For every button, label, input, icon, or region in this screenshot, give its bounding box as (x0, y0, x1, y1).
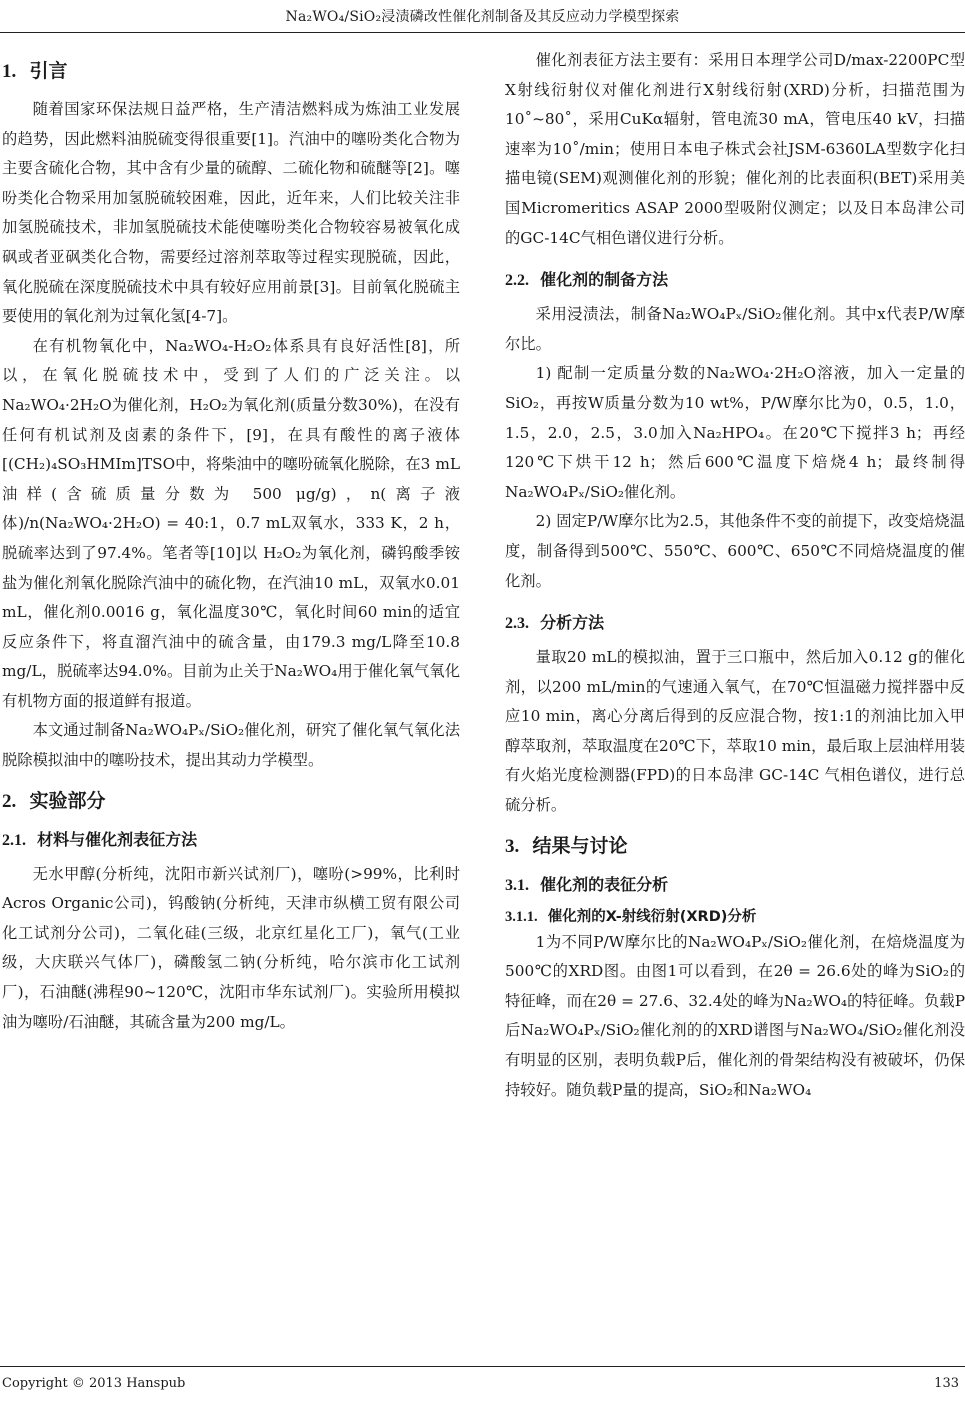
section-1-heading: 1. 引言 (2, 60, 68, 82)
intro-paragraph-1: 随着国家环保法规日益严格，生产清洁燃料成为炼油工业发展的趋势，因此燃料油脱硫变得很重要[1]。汽油中的噻吩类化合物为主要含硫化合物，其中含有少量的硫醇、二硫化物和硫醚等[2]。噻吩类化合物采用加氢脱硫较困难，因此，近年来，人们比较关注非加氢脱硫技术，非加氢脱硫技术能使噻吩类化合物较容易被氧化成砜或者亚砜类化合物，需要经过溶剂萃取等过程实现脱硫，因此，氧化脱硫在深度脱硫技术中具有较好应用前景[3]。目前氧化脱硫主要使用的氧化剂为过氧化氢[4-7]。 (2, 100, 460, 326)
footer-rule (0, 1366, 965, 1367)
header-rule (0, 32, 965, 33)
section-2-2-heading: 2.2. 催化剂的制备方法 (505, 270, 669, 290)
preparation-paragraph: 采用浸渍法，制备Na₂WO₄Pₓ/SiO₂催化剂。其中x代表P/W摩尔比。 (505, 305, 965, 353)
section-2-1-heading: 2.1. 材料与催化剂表征方法 (2, 829, 198, 849)
section-3-heading: 3. 结果与讨论 (505, 834, 628, 857)
analysis-paragraph: 量取20 mL的模拟油，置于三口瓶中，然后加入0.12 g的催化剂，以200 mL/min的气速通入氧气，在70℃恒温磁力搅拌器中反应10 min，离心分离后得到的反应混合物，按1:1的剂油比加入甲醇萃取剂，萃取温度在20℃下，萃取10 min，最后取上层油样用装有火焰光度检测器(FPD)的日本岛津 GC-14C 气相色谱仪，进行总硫分析。 (505, 648, 965, 815)
section-3-1-heading: 3.1. 催化剂的表征分析 (505, 874, 669, 894)
section-3-1-1-heading: 3.1.1. 催化剂的X-射线衍射(XRD)分析 (505, 908, 757, 925)
intro-paragraph-2: 在有机物氧化中，Na₂WO₄-H₂O₂体系具有良好活性[8]，所以，在氧化脱硫技术中，受到了人们的广泛关注。以Na₂WO₄·2H₂O为催化剂，H₂O₂为氧化剂(质量分数30%)，在没有任何有机试剂及卤素的条件下，[9]，在具有酸性的离子液体[(CH₂)₄SO₃HMIm]TSO中，将柴油中的噻吩硫氧化脱除，在3 mL油样(含硫质量分数为 500 μg/g)，n(离子液体)/n(Na₂WO₄·2H₂O) = 40:1，0.7 mL双氧水，333 K，2 h，脱硫率达到了97.4%。笔者等[10]以 H₂O₂为氧化剂，磷钨酸季铵盐为催化剂氧化脱除汽油中的硫化物，在汽油10 mL，双氧水0.01 mL，催化剂0.0016 g，氧化温度30℃，氧化时间60 min的适宜反应条件下，将直溜汽油中的硫含量，由179.3 mg/L降至10.8 mg/L，脱硫率达94.0%。目前为止关于Na₂WO₄用于催化氧气氧化有机物方面的报道鲜有报道。 (2, 336, 460, 710)
characterization-paragraph: 催化剂表征方法主要有：采用日本理学公司D/max-2200PC型X射线衍射仪对催化剂进行X射线衍射(XRD)分析，扫描范围为10˚~80˚，采用CuKα辐射，管电流30 mA，管电压40 kV，扫描速率为10˚/min；使用日本电子株式会社JSM-6360LA型数字化扫描电镜(SEM)观测催化剂的形貌；催化剂的比表面积(BET)采用美国Micromeritics ASAP 2000型吸附仪测定；以及日本岛津公司的GC-14C气相色谱仪进行分析。 (505, 51, 965, 247)
running-header: Na₂WO₄/SiO₂浸渍磷改性催化剂制备及其反应动力学模型探索 (285, 9, 680, 25)
footer-copyright: Copyright © 2013 Hanspub (2, 1376, 186, 1391)
page-number: 133 (934, 1376, 959, 1391)
left-column (2, 46, 460, 1037)
right-column (505, 46, 965, 1105)
section-2-heading: 2. 实验部分 (2, 789, 106, 812)
preparation-step-2: 2) 固定P/W摩尔比为2.5，其他条件不变的前提下，改变焙烧温度，制备得到500℃、550℃、600℃、650℃不同焙烧温度的催化剂。 (505, 512, 965, 590)
section-2-3-heading: 2.3. 分析方法 (505, 613, 605, 633)
xrd-paragraph: 1为不同P/W摩尔比的Na₂WO₄Pₓ/SiO₂催化剂，在焙烧温度为500℃的XRD图。由图1可以看到，在2θ = 26.6处的峰为SiO₂的特征峰，而在2θ = 27.6、32.4处的峰为Na₂WO₄的特征峰。负载P后Na₂WO₄Pₓ/SiO₂催化剂的的XRD谱图与Na₂WO₄/SiO₂催化剂没有明显的区别，表明负载P后，催化剂的骨架结构没有被破坏，仍保持较好。随负载P量的提高，SiO₂和Na₂WO₄ (505, 932, 965, 1099)
preparation-step-1: 1) 配制一定质量分数的Na₂WO₄·2H₂O溶液，加入一定量的SiO₂，再按W质量分数为10 wt%，P/W摩尔比为0，0.5，1.0，1.5，2.0，2.5，3.0加入Na₂HPO₄。在20℃下搅拌3 h；再经120℃下烘干12 h；然后600℃温度下焙烧4 h；最终制得Na₂WO₄Pₓ/SiO₂催化剂。 (505, 364, 965, 501)
materials-paragraph: 无水甲醇(分析纯，沈阳市新兴试剂厂)，噻吩(>99%，比利时Acros Organic公司)，钨酸钠(分析纯，天津市纵横工贸有限公司化工试剂分公司)，二氧化硅(三级，北京红星化工厂)，氧气(工业级，大庆联兴气体厂)，磷酸氢二钠(分析纯，哈尔滨市化工试剂厂)，石油醚(沸程90~120℃，沈阳市华东试剂厂)。实验所用模拟油为噻吩/石油醚，其硫含量为200 mg/L。 (2, 864, 460, 1031)
intro-paragraph-3: 本文通过制备Na₂WO₄Pₓ/SiO₂催化剂，研究了催化氧气氧化法脱除模拟油中的噻吩技术，提出其动力学模型。 (2, 721, 460, 770)
